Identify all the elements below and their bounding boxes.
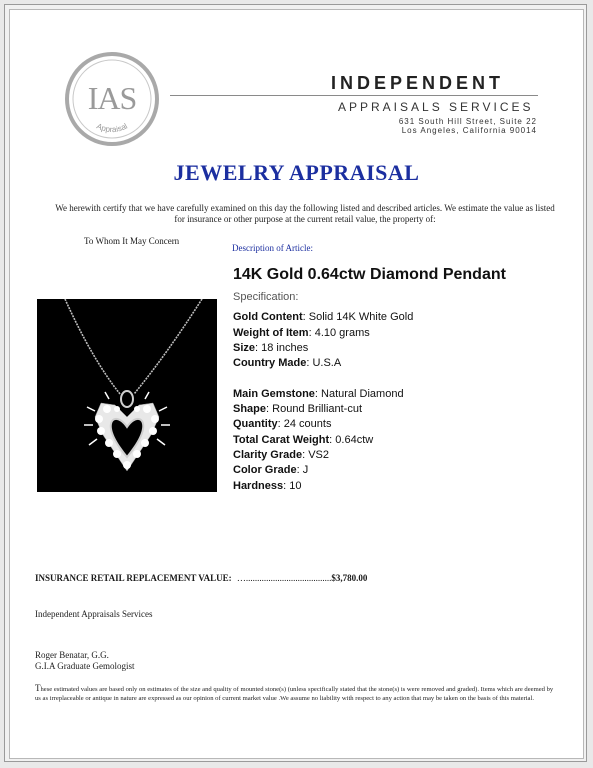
- disclaimer: These estimated values are based only on estimates of the size and quality of mounted stone(s) (unless specifically stated that the stone(s) is were removed and graded). Items which are deemed by us as irreplaceable or antique in nature are expressed as our opinion of current market value .We assume no liability with respect to any action that may be taken on the basis of this material.: [35, 683, 554, 702]
- spec-country: Country Made: U.S.A: [233, 357, 342, 369]
- valuation-label: INSURANCE RETAIL REPLACEMENT VALUE:: [35, 573, 232, 583]
- certification-text: We herewith certify that we have carefully examined on this day the following listed and described articles. We estimate the value as listed for insurance or other purpose at the current retail value, the property of:: [55, 203, 555, 224]
- spec-clarity: Clarity Grade: VS2: [233, 449, 330, 461]
- valuation-dots: …......................................: [236, 573, 332, 583]
- spec-shape: Shape: Round Brilliant-cut: [233, 403, 363, 415]
- product-photo: [37, 299, 217, 492]
- logo-subtext: Appraisal: [95, 121, 129, 135]
- company-tagline: APPRAISALS SERVICES: [338, 100, 534, 114]
- product-title: 14K Gold 0.64ctw Diamond Pendant: [233, 266, 506, 283]
- logo-text: IAS: [87, 80, 137, 116]
- spec-color: Color Grade: J: [233, 464, 309, 476]
- valuation-row: [35, 573, 367, 583]
- company-name: INDEPENDENT: [331, 73, 505, 93]
- specification-label: Specification:: [233, 291, 299, 303]
- spec-weight: Weight of Item: 4.10 grams: [233, 327, 370, 339]
- recipient: To Whom It May Concern: [84, 236, 180, 246]
- appraiser-name: Roger Benatar, G.G.: [35, 650, 109, 660]
- address-line-1: 631 South Hill Street, Suite 22: [398, 117, 537, 126]
- spec-hardness: Hardness: 10: [233, 480, 302, 492]
- header-divider: [170, 95, 538, 96]
- description-label: Description of Article:: [232, 243, 313, 253]
- valuation-amount: $3,780.00: [331, 573, 368, 583]
- spec-quantity: Quantity: 24 counts: [233, 418, 332, 430]
- spec-gold-content: Gold Content: Solid 14K White Gold: [233, 311, 414, 323]
- footer-company: Independent Appraisals Services: [35, 609, 153, 619]
- spec-size: Size: 18 inches: [233, 342, 309, 354]
- document-title: JEWELRY APPRAISAL: [173, 160, 420, 185]
- spec-total-carat: Total Carat Weight: 0.64ctw: [233, 434, 374, 446]
- address-line-2: Los Angeles, California 90014: [401, 126, 537, 135]
- spec-main-gemstone: Main Gemstone: Natural Diamond: [233, 388, 404, 400]
- ias-logo: [65, 52, 159, 146]
- appraiser-title: G.I.A Graduate Gemologist: [35, 661, 135, 671]
